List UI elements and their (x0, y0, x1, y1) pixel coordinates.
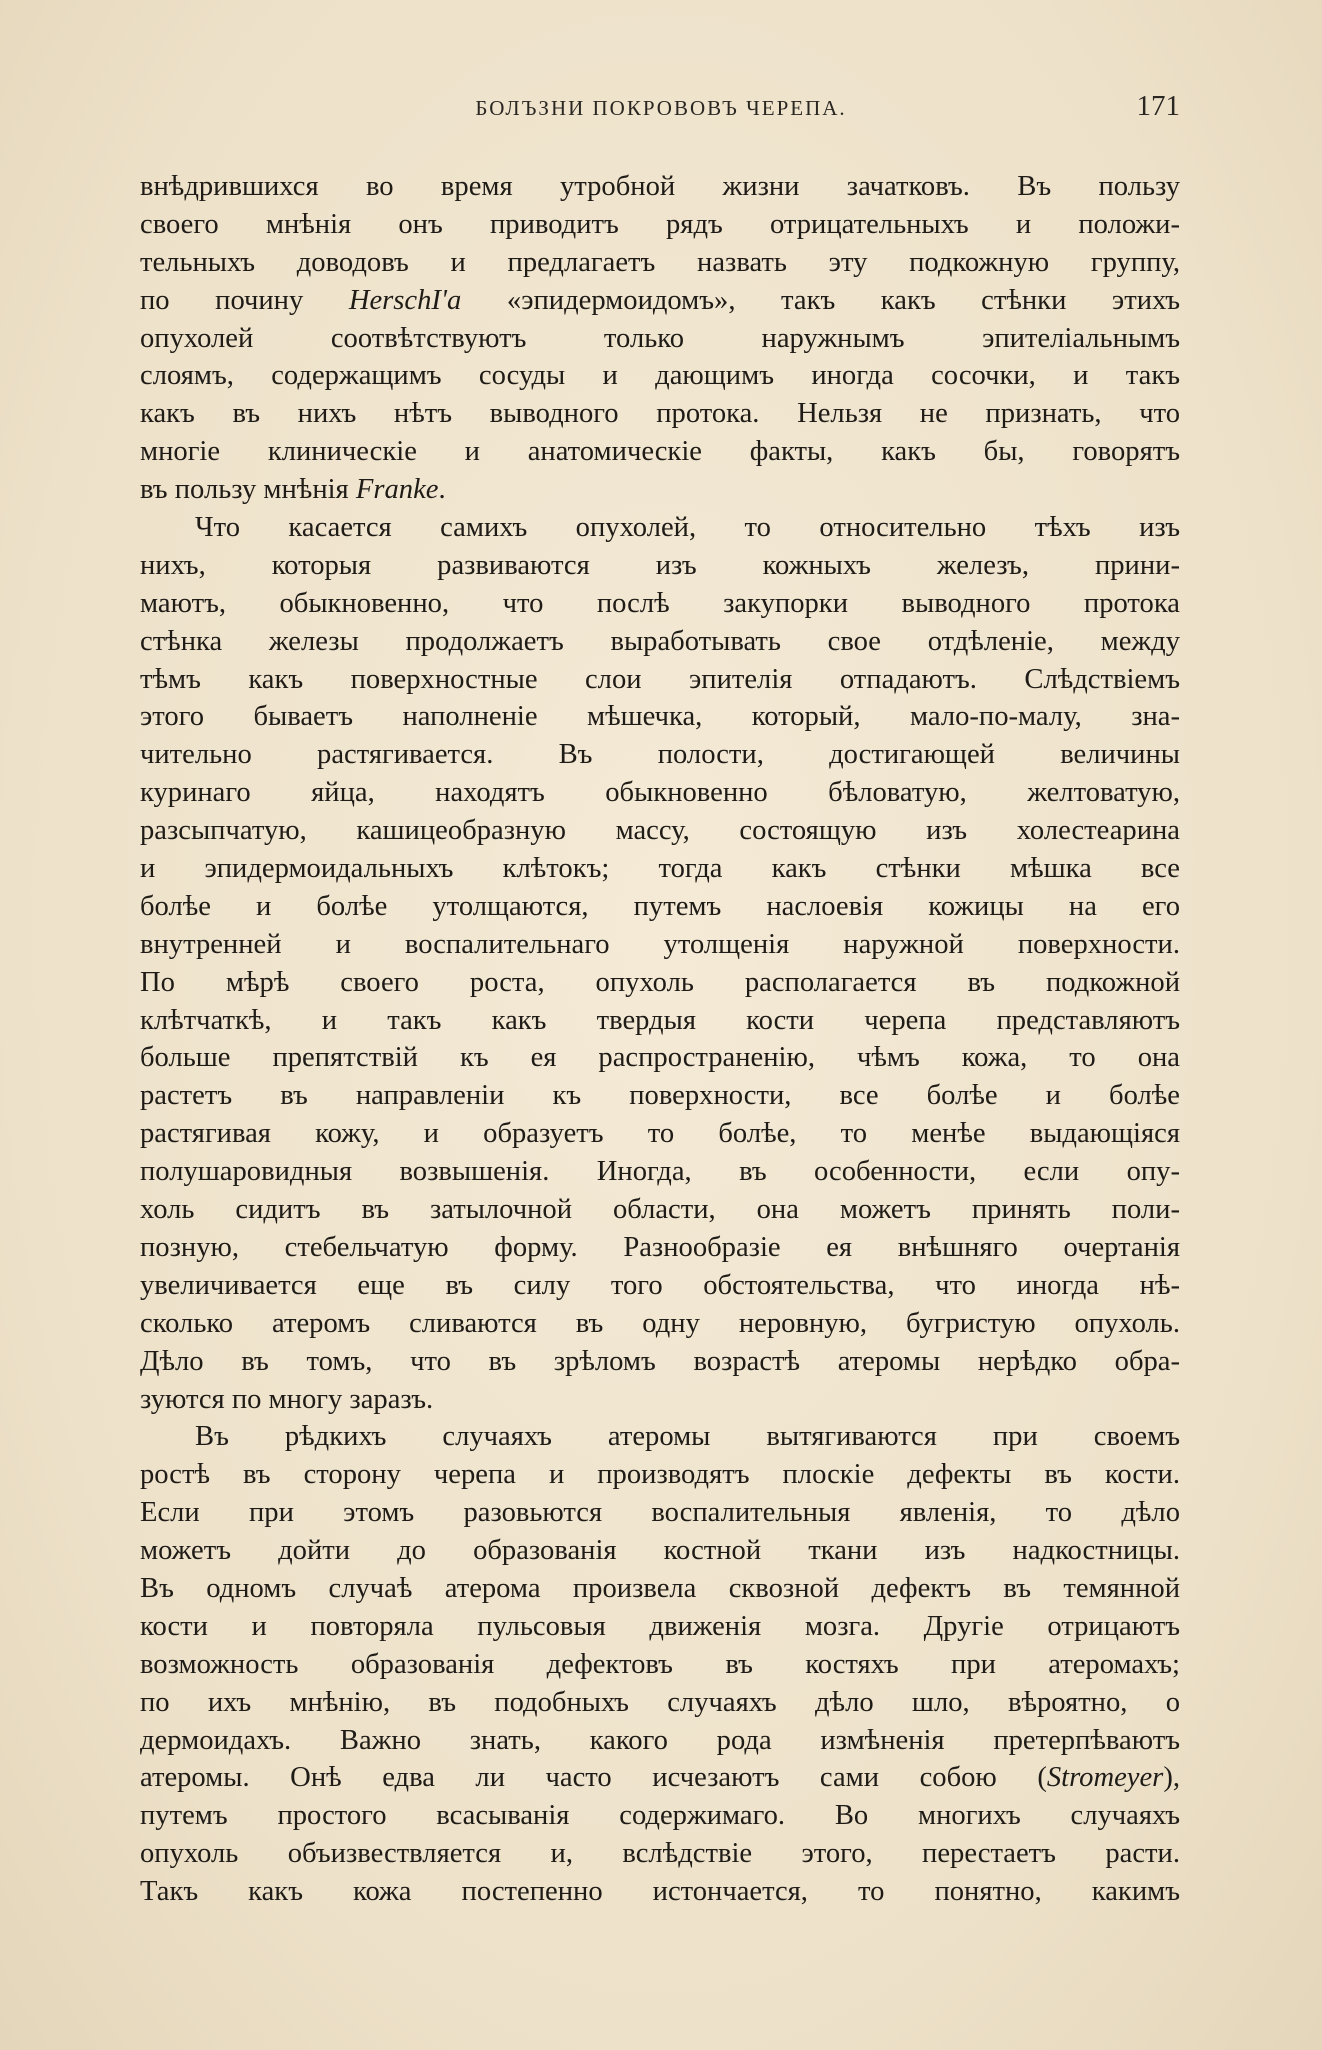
text-line: растетъ въ направленіи къ поверхности, все болѣе и болѣе (140, 1080, 1180, 1112)
text-line: Въ одномъ случаѣ атерома произвела сквозной дефектъ въ темянной (140, 1572, 1180, 1604)
text-line: болѣе и болѣе утолщаются, путемъ наслоевія кожицы на его (140, 890, 1180, 922)
text-line: опухоль объизвествляется и, вслѣдствіе этого, перестаетъ расти. (140, 1838, 1180, 1870)
text-line: Если при этомъ разовьются воспалительныя явленія, то дѣло (140, 1497, 1180, 1529)
text-line: Дѣло въ томъ, что въ зрѣломъ возрастѣ атеромы нерѣдко обра- (140, 1345, 1180, 1377)
text-line: позную, стебельчатую форму. Разнообразіе ея внѣшняго очертанія (140, 1231, 1180, 1263)
text-line: маютъ, обыкновенно, что послѣ закупорки выводного протока (140, 587, 1180, 619)
text-line: многіе клиническіе и анатомическіе факты, какъ бы, говорятъ (140, 436, 1180, 468)
text-line: этого бываетъ наполненіе мѣшечка, который, мало-по-малу, зна- (140, 701, 1180, 733)
text-line: больше препятствій къ ея распространенію, чѣмъ кожа, то она (140, 1042, 1180, 1074)
text-line: чительно растягивается. Въ полости, достигающей величины (140, 739, 1180, 771)
text-line: кости и повторяла пульсовыя движенія мозга. Другіе отрицаютъ (140, 1610, 1180, 1642)
text-line: по почину HerschI'a «эпидермоидомъ», такъ какъ стѣнки этихъ (140, 284, 1180, 316)
paragraph-2 (140, 509, 1180, 1418)
text-line: стѣнка железы продолжаетъ выработывать свое отдѣленіе, между (140, 625, 1180, 657)
text-line: по ихъ мнѣнію, въ подобныхъ случаяхъ дѣло шло, вѣроятно, о (140, 1686, 1180, 1718)
text-line: путемъ простого всасыванія содержимаго. Во многихъ случаяхъ (140, 1800, 1180, 1832)
text-line: ростѣ въ сторону черепа и производятъ плоскіе дефекты въ кости. (140, 1459, 1180, 1491)
paragraph-1 (140, 168, 1180, 509)
text-line: своего мнѣнія онъ приводитъ рядъ отрицательныхъ и положи- (140, 208, 1180, 240)
text-line: тѣмъ какъ поверхностные слои эпителія отпадаютъ. Слѣдствіемъ (140, 663, 1180, 695)
text-line: разсыпчатую, кашицеобразную массу, состоящую изъ холестеарина (140, 815, 1180, 847)
author-name: Stromeyer (1046, 1762, 1164, 1794)
text-line: можетъ дойти до образованія костной ткани изъ надкостницы. (140, 1535, 1180, 1567)
page-number: 171 (1136, 90, 1180, 122)
text-line: нихъ, которыя развиваются изъ кожныхъ железъ, прини- (140, 549, 1180, 581)
text-line: Въ рѣдкихъ случаяхъ атеромы вытягиваются при своемъ (195, 1421, 1180, 1453)
page-header (140, 90, 1182, 136)
text-line: атеромы. Онѣ едва ли часто исчезаютъ сами собою (Stromeyer), (140, 1762, 1180, 1794)
author-name: Franke (355, 474, 439, 506)
paragraph-3 (140, 1418, 1180, 1911)
text-line: Что касается самихъ опухолей, то относительно тѣхъ изъ (195, 512, 1180, 544)
text-line: куринаго яйца, находятъ обыкновенно бѣловатую, желтоватую, (140, 777, 1180, 809)
text-line: возможность образованія дефектовъ въ костяхъ при атеромахъ; (140, 1648, 1180, 1680)
text-line: холь сидитъ въ затылочной области, она можетъ принять поли- (140, 1194, 1180, 1226)
text-line: какъ въ нихъ нѣтъ выводного протока. Нельзя не признать, что (140, 398, 1180, 430)
text-line: растягивая кожу, и образуетъ то болѣе, то менѣе выдающіяся (140, 1118, 1180, 1150)
text-line: клѣтчаткѣ, и такъ какъ твердыя кости черепа представляютъ (140, 1004, 1180, 1036)
text-line: внѣдрившихся во время утробной жизни зачатковъ. Въ пользу (140, 171, 1180, 202)
text-line: внутренней и воспалительнаго утолщенія наружной поверхности. (140, 928, 1180, 960)
author-name: HerschI'a (348, 284, 462, 316)
text-line: тельныхъ доводовъ и предлагаетъ назвать эту подкожную группу, (140, 246, 1180, 278)
text-line: и эпидермоидальныхъ клѣтокъ; тогда какъ стѣнки мѣшка все (140, 853, 1180, 885)
text-line: полушаровидныя возвышенія. Иногда, въ особенности, если опу- (140, 1156, 1180, 1188)
text-line: По мѣрѣ своего роста, опухоль располагается въ подкожной (140, 966, 1180, 998)
text-line: зуются по многу заразъ. (140, 1383, 434, 1415)
text-line: слоямъ, содержащимъ сосуды и дающимъ иногда сосочки, и такъ (140, 360, 1180, 392)
text-line: увеличивается еще въ силу того обстоятельства, что иногда нѣ- (140, 1269, 1180, 1301)
text-line: сколько атеромъ сливаются въ одну неровную, бугристую опухоль. (140, 1307, 1180, 1339)
text-line: опухолей соотвѣтствуютъ только наружнымъ эпителіальнымъ (140, 322, 1180, 354)
text-line: Такъ какъ кожа постепенно истончается, то понятно, какимъ (140, 1876, 1180, 1908)
body-text (140, 168, 1180, 1911)
text-line: въ пользу мнѣнія Franke. (140, 474, 446, 506)
running-title: БОЛЪЗНИ ПОКРОВОВЪ ЧЕРЕПА. (475, 96, 847, 120)
text-line: дермоидахъ. Важно знать, какого рода измѣненія претерпѣваютъ (140, 1724, 1180, 1756)
